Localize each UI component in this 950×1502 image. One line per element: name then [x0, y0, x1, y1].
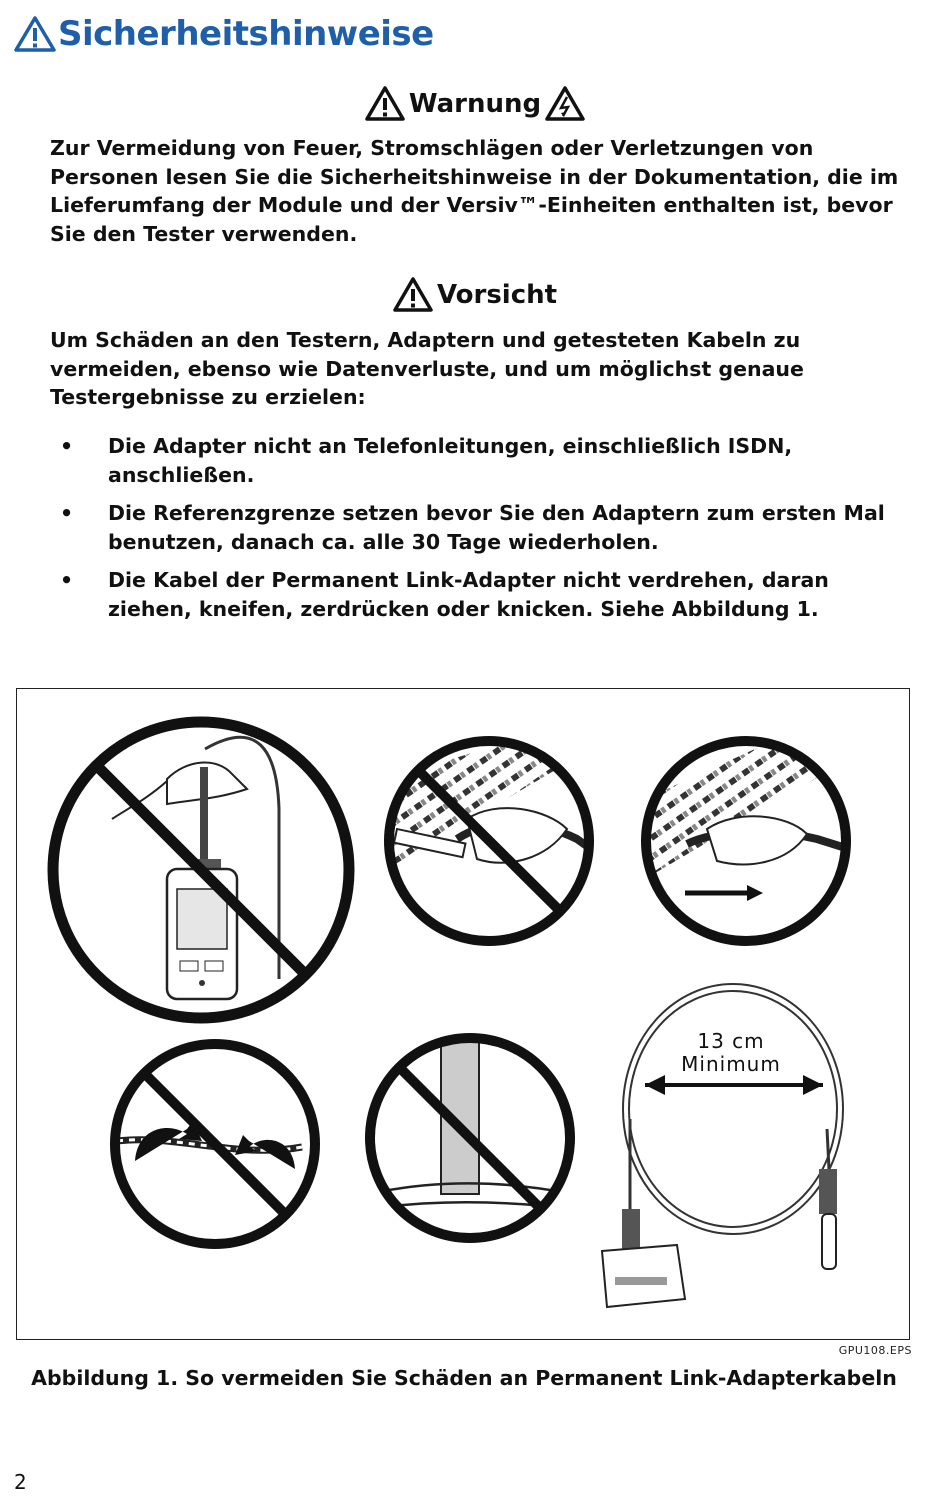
page-title — [14, 14, 434, 54]
correct-removal-illustration — [645, 739, 849, 943]
caution-intro: Um Schäden an den Testern, Adaptern und getesteten Kabeln zu vermeiden, ebenso wie Datenverluste, und um möglichst genaue Testergebnisse zu erzielen: — [50, 328, 804, 409]
figure-adapter-cable-handling — [16, 688, 910, 1340]
figure-file-id: GPU108.EPS — [838, 1344, 912, 1357]
figure-caption: Abbildung 1. So vermeiden Sie Schäden an Permanent Link-Adapterkabeln — [31, 1366, 897, 1390]
list-item-text: Die Kabel der Permanent Link-Adapter nicht verdrehen, daran ziehen, kneifen, zerdrücken oder knicken. Siehe Abbildung 1. — [108, 568, 829, 621]
prohibited-crushing-illustration — [369, 1034, 573, 1238]
caution-heading-text: Vorsicht — [436, 280, 558, 310]
list-item — [50, 499, 900, 556]
bullet: • — [60, 568, 74, 592]
caution-list — [50, 432, 900, 633]
warning-triangle-icon — [365, 86, 405, 122]
figure-illustration — [17, 689, 908, 1338]
electric-shock-icon — [545, 86, 585, 122]
warning-triangle-icon — [393, 277, 433, 313]
list-item — [50, 432, 900, 489]
bullet: • — [60, 501, 74, 525]
bullet: • — [60, 434, 74, 458]
page-number: 2 — [14, 1470, 27, 1494]
list-item — [50, 566, 900, 623]
list-item-text: Die Referenzgrenze setzen bevor Sie den Adaptern zum ersten Mal benutzen, danach ca. alle 30 Tage wiederholen. — [108, 501, 885, 554]
prohibited-twisting-illustration — [115, 1044, 315, 1244]
bend-radius-value: 13 cm — [697, 1029, 765, 1053]
warning-heading-text: Warnung — [408, 89, 542, 119]
prohibited-pulling-cable-illustration — [387, 739, 591, 943]
prohibited-hanging-tester-illustration — [52, 721, 352, 1021]
bend-radius-label: Minimum — [681, 1052, 781, 1076]
list-item-text: Die Adapter nicht an Telefonleitungen, einschließlich ISDN, anschließen. — [108, 434, 793, 487]
page-title-text: Sicherheitshinweise — [58, 14, 434, 54]
caution-heading — [0, 277, 950, 313]
warning-triangle-icon — [14, 15, 56, 53]
warning-heading — [0, 86, 950, 122]
warning-text: Zur Vermeidung von Feuer, Stromschlägen oder Verletzungen von Personen lesen Sie die Sicherheitshinweise in der Dokumentation, die im Lieferumfang der Module und der Versiv™-Einheiten enthalten ist, bevor Sie den Tester verwenden. — [50, 136, 899, 246]
